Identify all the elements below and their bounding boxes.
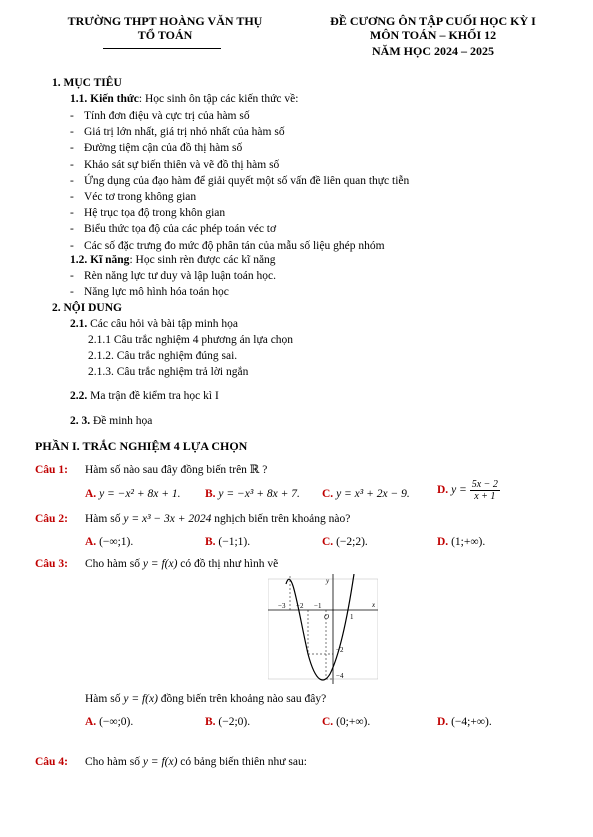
- question-3-text: [85, 558, 278, 572]
- bullet-item: [70, 270, 276, 284]
- bullet-item: [70, 159, 279, 173]
- section-2-1-label: 2.1.: [70, 318, 88, 330]
- x-axis-label: x: [372, 601, 376, 609]
- section-2-2: [70, 390, 219, 404]
- q1-option-d: [437, 479, 500, 502]
- section-2-heading: 2. NỘI DUNG: [52, 302, 122, 314]
- q2-function: y = x³ − 3x + 2024: [123, 513, 212, 525]
- skill-label: 1.2. Kĩ năng: [70, 254, 130, 266]
- graph-grid: [268, 579, 378, 679]
- q2-c-text: (−2;2).: [336, 536, 368, 548]
- bullet-text: Rèn năng lực tư duy và lập luận toán học.: [84, 270, 276, 282]
- question-3-label: Câu 3:: [35, 558, 68, 570]
- bullet-item: [70, 175, 409, 189]
- q4-text-pre: Cho hàm số: [85, 756, 140, 768]
- bullet-item: [70, 110, 250, 124]
- bullet-text: Các số đặc trưng đo mức độ phân tán của mẫu số liệu ghép nhóm: [84, 239, 385, 252]
- bullet-dash: -: [70, 207, 74, 220]
- document-title: ĐỀ CƯƠNG ÔN TẬP CUỐI HỌC KỲ I: [330, 14, 536, 28]
- q3-sub-pre: Hàm số: [85, 693, 121, 705]
- question-4-label: Câu 4:: [35, 756, 68, 768]
- q2-option-d: [437, 536, 485, 550]
- bullet-item: [70, 207, 225, 221]
- q3-d-text: (−4;+∞).: [451, 716, 492, 728]
- y-axis-label: y: [326, 577, 330, 585]
- tick-x-m3: −3: [278, 602, 286, 610]
- bullet-text: Giá trị lớn nhất, giá trị nhỏ nhất của hàm số: [84, 126, 285, 139]
- q2-b-letter: B.: [205, 536, 216, 548]
- bullet-text: Hệ trục tọa độ trong khôn gian: [84, 207, 226, 220]
- section-1-heading: 1. MỤC TIÊU: [52, 77, 122, 89]
- q4-text-post: có bảng biến thiên như sau:: [180, 756, 307, 768]
- bullet-text: Véc tơ trong không gian: [84, 191, 197, 203]
- school-name: TRƯỜNG THPT HOÀNG VĂN THỤ: [67, 14, 263, 28]
- bullet-text: Tính đơn điệu và cực trị của hàm số: [84, 110, 250, 122]
- q2-option-b: [205, 536, 250, 550]
- q1-d-prefix: y =: [451, 484, 467, 497]
- tick-x-m2: −2: [296, 602, 304, 610]
- q3-function-graph: [268, 574, 378, 684]
- q3-d-letter: D.: [437, 716, 449, 728]
- q3-text-post: có đồ thị như hình vẽ: [180, 558, 279, 570]
- q2-d-letter: D.: [437, 536, 449, 548]
- q2-text-pre: Hàm số: [85, 513, 121, 525]
- bullet-text: Ứng dụng của đạo hàm để giải quyết một số vấn đề liên quan thực tiễn: [84, 174, 410, 187]
- question-1-text: Hàm số nào sau đây đồng biến trên ℝ ?: [85, 464, 268, 476]
- q2-option-a: [85, 536, 133, 550]
- bullet-text: Biểu thức tọa độ của các phép toán véc tơ: [84, 223, 277, 236]
- q1-a-letter: A.: [85, 488, 97, 500]
- tick-y-m2: −2: [336, 646, 344, 654]
- q3-sub-function: y = f(x): [123, 693, 158, 705]
- skill-line: [70, 254, 276, 268]
- bullet-dash: -: [70, 191, 74, 203]
- question-4-text: [85, 756, 307, 770]
- q3-b-letter: B.: [205, 716, 216, 728]
- section-2-2-label: 2.2.: [70, 390, 88, 402]
- q1-d-letter: D.: [437, 484, 449, 497]
- q3-a-text: (−∞;0).: [99, 716, 134, 728]
- bullet-item: [70, 286, 229, 300]
- q3-b-text: (−2;0).: [218, 716, 251, 728]
- function-curve: [286, 574, 354, 680]
- q1-a-text: y = −x² + 8x + 1.: [99, 488, 181, 500]
- school-year: NĂM HỌC 2024 – 2025: [372, 44, 494, 58]
- q2-text-post: nghịch biến trên khoảng nào?: [214, 513, 351, 525]
- q2-b-text: (−1;1).: [218, 536, 251, 548]
- q3-option-c: [322, 716, 370, 730]
- q1-d-numerator: 5x − 2: [471, 479, 498, 490]
- sub-item-2: 2.1.2. Câu trắc nghiệm đúng sai.: [88, 350, 238, 362]
- bullet-text: Đường tiệm cận của đồ thị hàm số: [84, 142, 243, 155]
- q2-a-text: (−∞;1).: [99, 536, 134, 548]
- bullet-item: [70, 142, 242, 156]
- q1-b-text: y = −x³ + 8x + 7.: [218, 488, 300, 500]
- subject-label: MÔN TOÁN – KHỐI 12: [369, 28, 497, 42]
- bullet-dash: -: [70, 142, 74, 155]
- q3-sub-post: đồng biến trên khoảng nào sau đây?: [160, 693, 327, 705]
- bullet-item: [70, 126, 285, 140]
- bullet-item: [70, 191, 196, 205]
- tick-y-m4: −4: [336, 672, 344, 680]
- q1-d-denominator: x + 1: [474, 491, 496, 502]
- section-2-1: [70, 318, 238, 332]
- header-underline: [103, 48, 221, 49]
- origin-label: O: [324, 613, 330, 621]
- bullet-dash: -: [70, 158, 74, 171]
- q1-option-c: [322, 488, 410, 502]
- skill-text: : Học sinh rèn được các kĩ năng: [129, 254, 276, 266]
- section-2-3-text: Đề minh họa: [90, 415, 153, 427]
- q2-d-text: (1;+∞).: [451, 536, 486, 548]
- sub-item-1: 2.1.1 Câu trắc nghiệm 4 phương án lựa chọn: [88, 334, 294, 346]
- q1-option-a: [85, 488, 181, 502]
- bullet-text: Khảo sát sự biến thiên và vẽ đồ thị hàm số: [84, 158, 280, 171]
- q1-c-letter: C.: [322, 488, 334, 500]
- sub-item-3: 2.1.3. Câu trắc nghiệm trả lời ngắn: [88, 366, 249, 378]
- section-2-2-text: Ma trận đề kiểm tra học kì I: [87, 390, 219, 402]
- bullet-item: [70, 240, 385, 254]
- bullet-dash: -: [70, 270, 74, 282]
- question-2-label: Câu 2:: [35, 513, 68, 525]
- section-2-3-label: 2. 3.: [70, 415, 91, 427]
- q1-c-text: y = x³ + 2x − 9.: [336, 488, 410, 500]
- q3-option-a: [85, 716, 133, 730]
- bullet-dash: -: [70, 286, 74, 299]
- q3-c-letter: C.: [322, 716, 334, 728]
- q2-c-letter: C.: [322, 536, 334, 548]
- knowledge-text: : Học sinh ôn tập các kiến thức về:: [138, 93, 299, 105]
- section-2-1-text: Các câu hỏi và bài tập minh họa: [87, 318, 238, 330]
- question-1-label: Câu 1:: [35, 464, 68, 476]
- question-2-text: [85, 513, 350, 527]
- bullet-item: [70, 223, 276, 237]
- part-1-heading: PHẦN I. TRẮC NGHIỆM 4 LỰA CHỌN: [35, 439, 248, 453]
- graph-guide-lines: [290, 574, 333, 679]
- bullet-dash: -: [70, 223, 74, 236]
- bullet-dash: -: [70, 239, 74, 252]
- q1-b-letter: B.: [205, 488, 216, 500]
- q2-option-c: [322, 536, 368, 550]
- section-2-3: [70, 415, 152, 429]
- knowledge-label: 1.1. Kiến thức: [70, 93, 139, 105]
- bullet-dash: -: [70, 110, 74, 122]
- q3-option-b: [205, 716, 250, 730]
- bullet-dash: -: [70, 174, 74, 187]
- tick-x-m1: −1: [314, 602, 322, 610]
- q3-text-pre: Cho hàm số: [85, 558, 140, 570]
- q1-d-fraction: [470, 479, 500, 502]
- department-name: TỔ TOÁN: [137, 28, 193, 42]
- q4-function: y = f(x): [142, 756, 178, 768]
- q1-option-b: [205, 488, 300, 502]
- tick-x-1: 1: [350, 613, 354, 621]
- q3-function: y = f(x): [142, 558, 178, 570]
- q3-c-text: (0;+∞).: [336, 716, 371, 728]
- knowledge-line: [70, 93, 298, 107]
- q2-a-letter: A.: [85, 536, 97, 548]
- q3-a-letter: A.: [85, 716, 97, 728]
- bullet-dash: -: [70, 126, 74, 139]
- bullet-text: Năng lực mô hình hóa toán học: [84, 286, 229, 299]
- q3-subquestion: [85, 693, 326, 707]
- q3-option-d: [437, 716, 492, 730]
